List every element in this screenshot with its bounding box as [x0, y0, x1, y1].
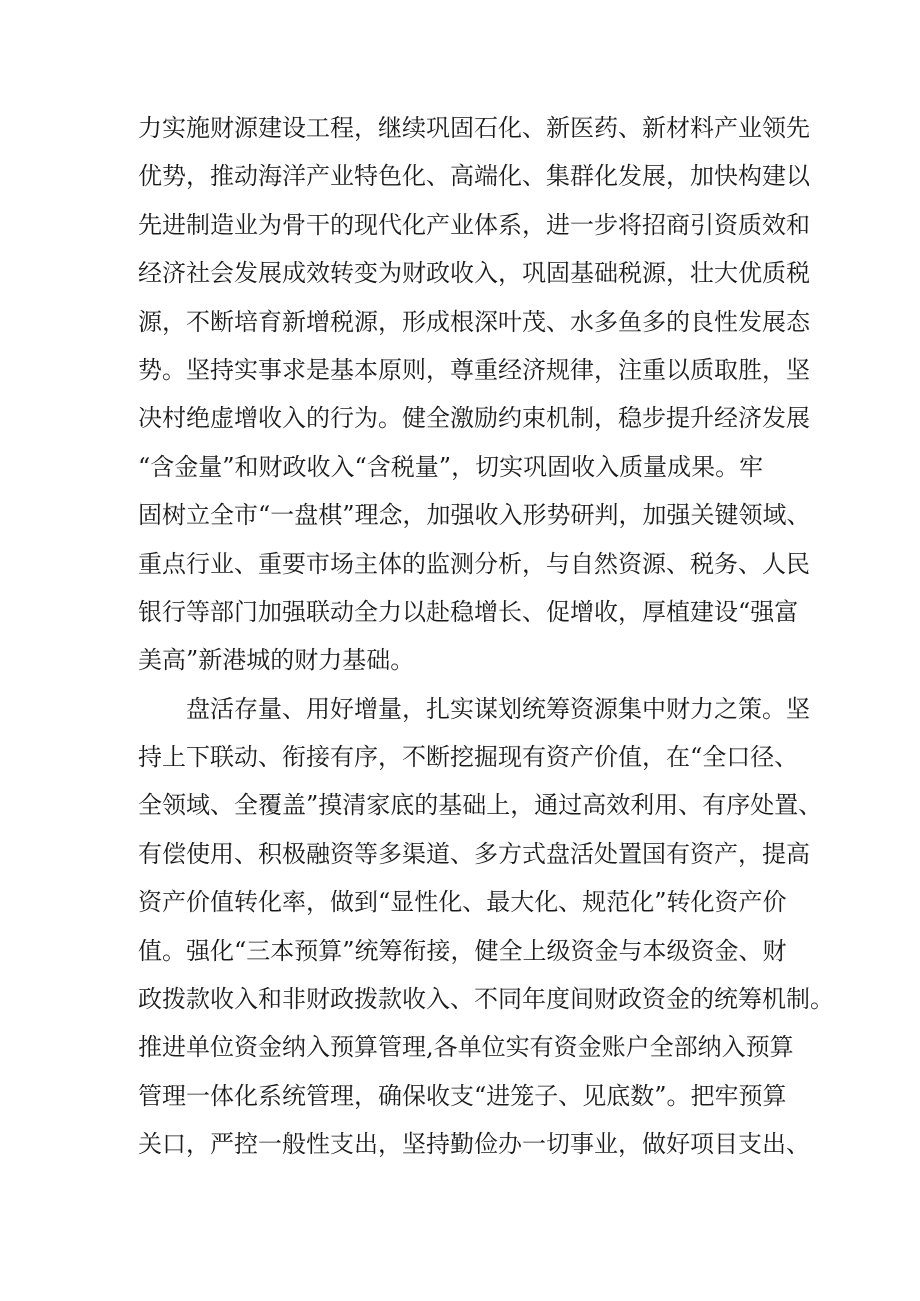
text-line: 全领域、全覆盖”摸清家底的基础上，通过高效利用、有序处置、	[138, 791, 823, 820]
text-line: 推进单位资金纳入预算管理,各单位实有资金账户全部纳入预算	[138, 1033, 794, 1062]
text-line: 力实施财源建设工程，继续巩固石化、新医药、新材料产业领先	[138, 114, 810, 142]
paragraph-1	[138, 104, 811, 685]
text-line: 银行等部门加强联动全力以赴稳增长、促增收，厚植建设“强富	[138, 597, 799, 626]
text-line: 经济社会发展成效转变为财政收入，巩固基础税源，壮大优质税	[138, 259, 810, 288]
text-line: 持上下联动、衔接有序，不断挖掘现有资产价值，在“全口径、	[138, 743, 799, 772]
text-line: 值。强化“三本预算”统筹衔接，健全上级资金与本级资金、财	[138, 936, 787, 965]
text-line: 重点行业、重要市场主体的监测分析，与自然资源、税务、人民	[138, 549, 810, 578]
paragraph-2	[138, 685, 834, 1169]
text-line: 资产价值转化率，做到“显性化、最大化、规范化”转化资产价	[138, 888, 787, 917]
text-line: 先进制造业为骨干的现代化产业体系，进一步将招商引资质效和	[138, 210, 810, 239]
text-line: 有偿使用、积极融资等多渠道、多方式盘活处置国有资产，提高	[138, 839, 810, 868]
text-line: 政拨款收入和非财政拨款收入、不同年度间财政资金的统筹机制。	[138, 985, 834, 1014]
text-line: 关口，严控一般性支出，坚持勤俭办一切事业，做好项目支出、	[138, 1130, 810, 1159]
text-line: 决村绝虚增收入的行为。健全激励约束机制，稳步提升经济发展	[138, 404, 810, 433]
text-line: 美高”新港城的财力基础。	[138, 646, 415, 675]
text-line: “含金量”和财政收入“含税量”，切实巩固收入质量成果。牢	[138, 452, 764, 481]
text-line: 盘活存量、用好增量，扎实谋划统筹资源集中财力之策。坚	[186, 694, 810, 723]
text-line: 势。坚持实事求是基本原则，尊重经济规律，注重以质取胜，坚	[138, 355, 810, 384]
text-line: 源，不断培育新增税源，形成根深叶茂、水多鱼多的良性发展态	[138, 307, 810, 336]
text-line: 固树立全市“一盘棋”理念，加强收入形势研判，加强关键领域、	[138, 501, 811, 530]
text-line: 优势，推动海洋产业特色化、高端化、集群化发展，加快构建以	[138, 162, 810, 191]
text-line: 管理一体化系统管理，确保收支“进笼子、见底数”。把牢预算	[138, 1081, 787, 1110]
document-body	[138, 104, 834, 1169]
